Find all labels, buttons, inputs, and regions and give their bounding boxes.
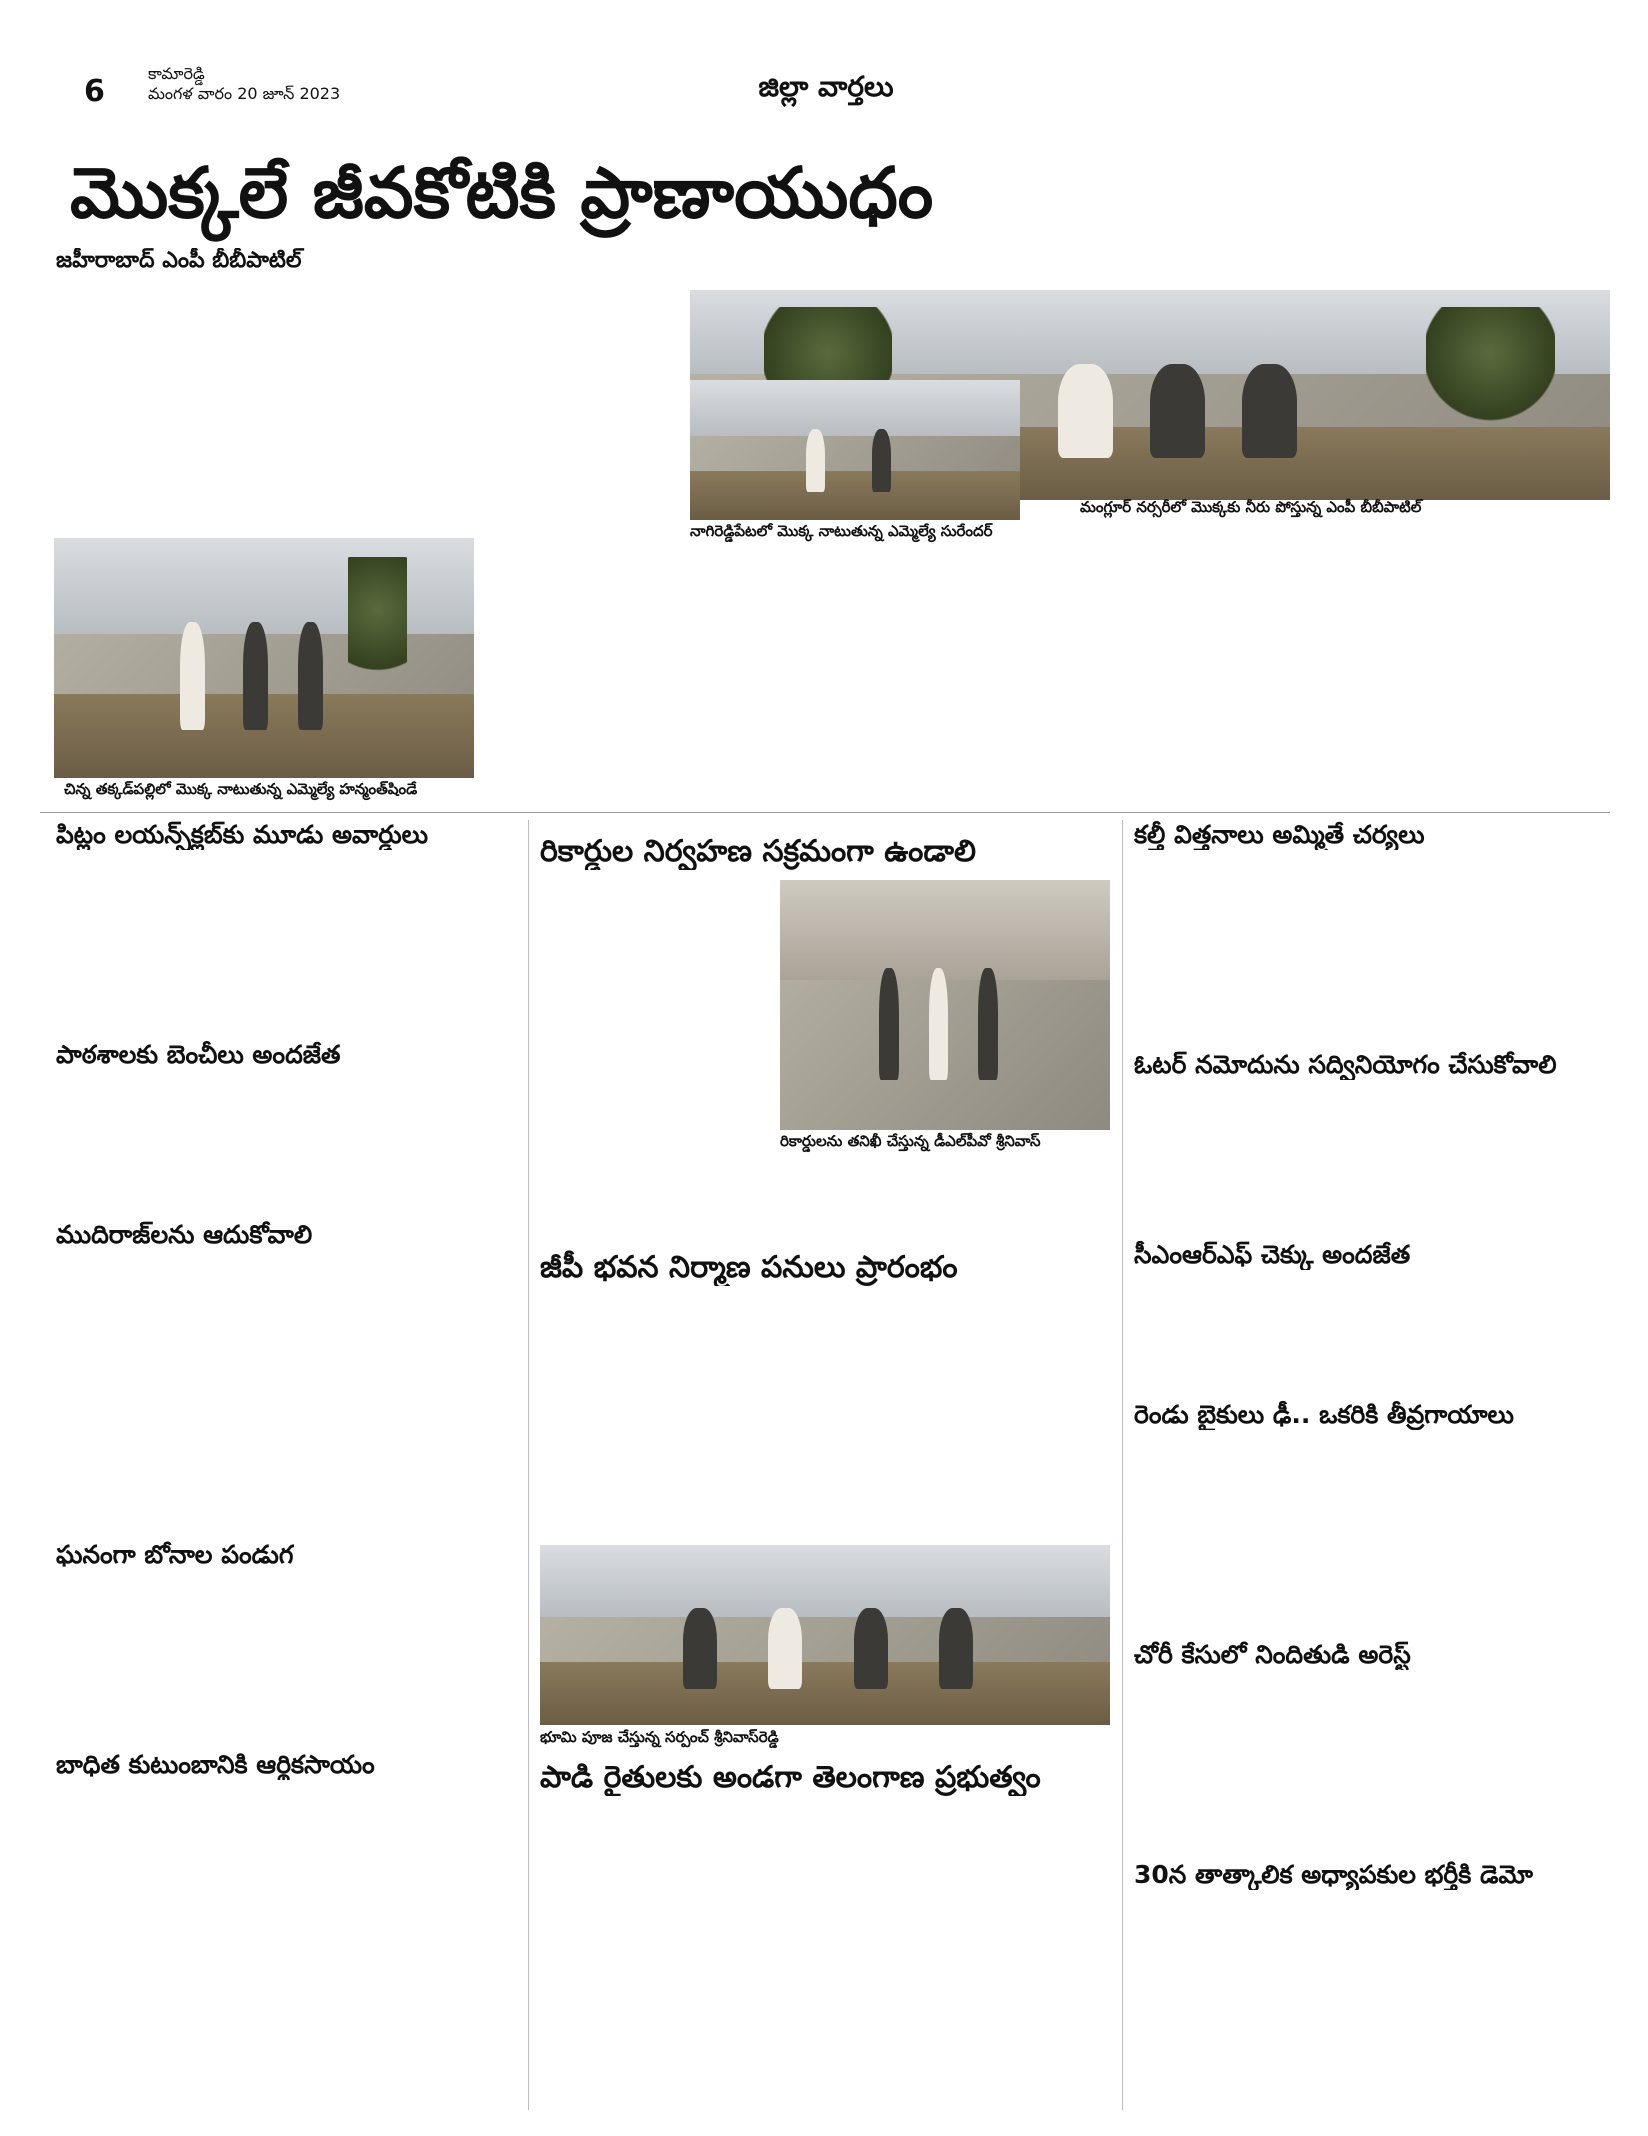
caption-chinna-takkadpalli: చిన్న తక్కడ్‌పల్లిలో మొక్క నాటుతున్న ఎమ్మెల్యే హన్మంత్‌షిండే: [64, 780, 418, 798]
headline-mudiraj: ముదిరాజ్‌లను ఆదుకోవాలి: [56, 1220, 313, 1249]
article-gp-bhavan: [540, 1250, 1110, 1580]
section-rule: [40, 812, 1610, 813]
page-number: 6: [84, 74, 105, 109]
headline-bike-accident: రెండు బైకులు ఢీ.. ఒకరికి తీవ్రగాయాలు: [1134, 1400, 1514, 1429]
caption-nagireddypet: నాగిరెడ్డిపేటలో మొక్క నాటుతున్న ఎమ్మెల్యే సురేందర్: [690, 522, 993, 540]
lead-byline: జహీరాబాద్ ఎంపీ బీబీపాటిల్: [56, 248, 302, 273]
article-pitlam-lions: [56, 820, 526, 1030]
photo-nagireddypet: [690, 380, 1020, 520]
photo-bhoomi-puja: [540, 1545, 1110, 1725]
headline-dairy-farmers: పాడి రైతులకు అండగా తెలంగాణ ప్రభుత్వం: [540, 1760, 1041, 1795]
article-bike-accident: [1134, 1400, 1614, 1630]
photo-records-inspection: [780, 880, 1110, 1130]
article-school-benches: [56, 1040, 526, 1210]
article-victim-family: [56, 1750, 526, 2110]
headline-records: రికార్డుల నిర్వహణ సక్రమంగా ఉండాలి: [540, 834, 976, 869]
article-fake-seeds: [1134, 820, 1614, 1040]
section-title: జిల్లా వార్తలు: [758, 70, 894, 103]
column-rule: [528, 820, 529, 2110]
headline-pitlam-lions: పిట్లం లయన్స్‌క్లబ్‌కు మూడు అవార్డులు: [56, 820, 429, 849]
headline-victim-family: బాధిత కుటుంబానికి ఆర్థికసాయం: [56, 1750, 375, 1779]
column-rule: [1122, 820, 1123, 2110]
edition-info: [148, 64, 340, 104]
headline-school-benches: పాఠశాలకు బెంచీలు అందజేత: [56, 1040, 341, 1069]
article-mudiraj: [56, 1220, 526, 1530]
caption-records-inspection: రికార్డులను తనిఖీ చేస్తున్న డీఎల్‌పీవో శ్రీనివాస్: [780, 1132, 1041, 1150]
headline-gp-bhavan: జీపీ భవన నిర్మాణ పనులు ప్రారంభం: [540, 1250, 958, 1285]
article-bonalu: [56, 1540, 526, 1740]
lead-headline: మొక్కలే జీవకోటికి ప్రాణాయుధం: [70, 152, 934, 234]
headline-cmrf-cheque: సీఎంఆర్ఎఫ్ చెక్కు అందజేత: [1134, 1240, 1411, 1269]
edition-date: మంగళ వారం 20 జూన్ 2023: [148, 84, 341, 103]
headline-bonalu: ఘనంగా బోనాల పండుగ: [56, 1540, 294, 1569]
headline-voter-registration: ఓటర్ నమోదును సద్వినియోగం చేసుకోవాలి: [1134, 1050, 1557, 1079]
caption-bhoomi-puja: భూమి పూజ చేస్తున్న సర్పంచ్ శ్రీనివాస్‌రెడ్డి: [540, 1728, 779, 1746]
lead-article: [56, 248, 366, 548]
caption-mungoor: మంగ్లూర్ నర్సరీలో మొక్కకు నీరు పోస్తున్న ఎంపీ బీబీపాటిల్: [1080, 498, 1422, 516]
article-guest-lecturers: [1134, 1860, 1614, 2110]
article-voter-registration: [1134, 1050, 1614, 1230]
article-dairy-farmers: [540, 1760, 1110, 2110]
headline-theft-arrest: చోరీ కేసులో నిందితుడి అరెస్ట్: [1134, 1640, 1411, 1669]
article-theft-arrest: [1134, 1640, 1614, 1850]
headline-guest-lecturers: 30న తాత్కాలిక అధ్యాపకుల భర్తీకి డెమో: [1134, 1860, 1533, 1889]
headline-fake-seeds: కల్తీ విత్తనాలు అమ్మితే చర్యలు: [1134, 820, 1425, 849]
edition-place: కామారెడ్డి: [148, 64, 205, 83]
article-cmrf-cheque: [1134, 1240, 1614, 1390]
photo-chinna-takkadpalli: [54, 538, 474, 778]
